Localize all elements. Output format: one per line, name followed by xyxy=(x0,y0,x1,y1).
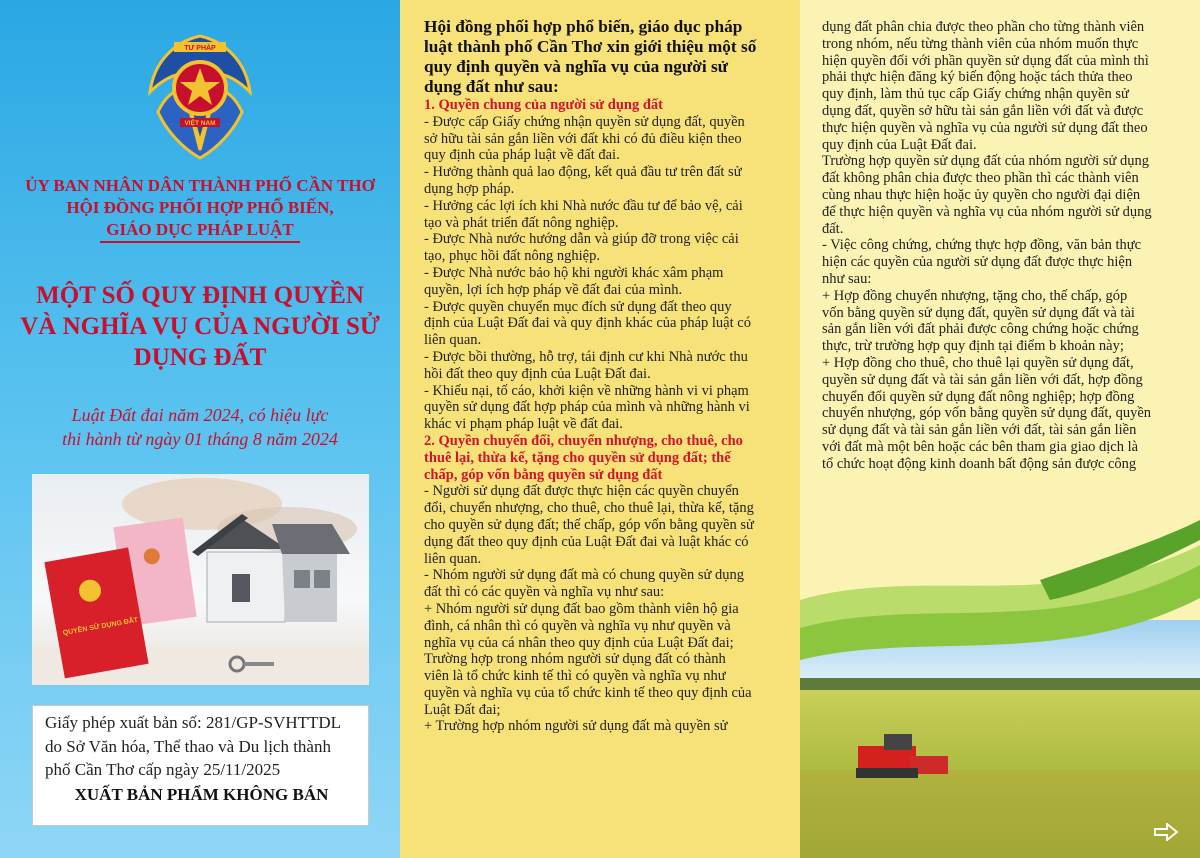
right-text-column xyxy=(822,19,1180,473)
license-line-2: do Sở Văn hóa, Thể thao và Du lịch thành xyxy=(45,737,331,756)
text-line: định của Luật Đất đai và quy định khác của pháp luật có xyxy=(424,315,751,332)
text-line: quy định, làm thủ tục cấp Giấy chứng nhận quyền sử xyxy=(822,86,1129,103)
license-box xyxy=(32,705,369,826)
text-line: - Người sử dụng đất được thực hiện các quyền chuyển xyxy=(424,483,739,500)
agency-line-3: GIÁO DỤC PHÁP LUẬT xyxy=(106,220,294,239)
text-line: khác vi phạm pháp luật về đất đai. xyxy=(424,416,623,433)
text-line: chuyển nhượng, góp vốn bằng quyền sử dụng đất, quyền xyxy=(822,405,1152,422)
text-line: Trường hợp quyền sử dụng đất của nhóm người sử dụng xyxy=(822,153,1149,170)
right-panel xyxy=(800,0,1200,858)
text-line: + Trường hợp nhóm người sử dụng đất mà quyền sử xyxy=(424,718,728,735)
text-line: + Hợp đồng chuyển nhượng, tặng cho, thế chấp, góp xyxy=(822,287,1128,304)
text-line: hiện các quyền của người sử dụng đất được thực hiện xyxy=(822,254,1133,271)
text-line: - Được bồi thường, hỗ trợ, tái định cư khi Nhà nước thu xyxy=(424,348,748,365)
house-certificate-image xyxy=(32,474,369,685)
text-line: tạo, phục hồi đất nông nghiệp. xyxy=(424,248,600,265)
text-line: - Được quyền chuyển mục đích sử dụng đất theo quy xyxy=(424,298,732,315)
justice-emblem-icon xyxy=(144,22,256,162)
text-line: quy định của pháp luật về đất đai. xyxy=(424,147,620,164)
text-line: quyền và nghĩa vụ của tổ chức kinh tế theo quy định của xyxy=(424,684,752,701)
text-line: quy định quyền và nghĩa vụ của người sử xyxy=(424,57,729,76)
text-line: Hội đồng phối hợp phổ biến, giáo dục pháp xyxy=(424,17,743,36)
text-line: liên quan. xyxy=(424,332,482,349)
text-line: - Hưởng các lợi ích khi Nhà nước đầu tư để bảo vệ, cải xyxy=(424,197,743,214)
text-line: - Việc công chứng, chứng thực hợp đồng, văn bản thực xyxy=(822,237,1142,254)
section-heading-2 xyxy=(424,433,779,483)
text-line: đất không phân chia được theo phần thì các thành viên xyxy=(822,170,1139,187)
document-title: MỘT SỐ QUY ĐỊNH QUYỀN VÀ NGHĨA VỤ CỦA NGƯỜI SỬ DỤNG ĐẤT xyxy=(20,282,380,371)
text-line: 2. Quyền chuyển đổi, chuyển nhượng, cho thuê, cho xyxy=(424,432,743,449)
text-line: sở hữu tài sản gắn liền với đất khi có đủ điều kiện theo xyxy=(424,130,742,147)
intro-paragraph xyxy=(424,17,779,97)
right-body xyxy=(822,19,1180,473)
text-line: tạo và phát triển đất nông nghiệp. xyxy=(424,214,619,231)
text-line: dụng đất, quyền sở hữu tài sản gắn liền với đất và được xyxy=(822,102,1144,119)
section-1-body xyxy=(424,114,779,433)
text-line: - Khiếu nại, tố cáo, khởi kiện về những hành vi vi phạm xyxy=(424,382,749,399)
text-line: dụng đất theo quy định của Luật Đất đai và luật khác có xyxy=(424,533,749,550)
text-line: viên là tổ chức kinh tế thì có quyền và nghĩa vụ như xyxy=(424,668,726,685)
text-line: cho quyền sử dụng đất; thế chấp, góp vốn bằng quyền sử xyxy=(424,516,754,533)
text-line: + Hợp đồng cho thuê, cho thuê lại quyền sử dụng đất, xyxy=(822,354,1134,371)
text-line: quyền sử dụng đất và tài sản gắn liền với đất, hợp đồng xyxy=(822,371,1143,388)
agency-line-2: HỘI ĐỒNG PHỐI HỢP PHỔ BIẾN, xyxy=(66,198,334,217)
text-line: quy định của Luật Đất đai. xyxy=(822,136,977,153)
text-line: đình, cá nhân thì có quyền và nghĩa vụ như quyền và xyxy=(424,617,731,634)
text-line: - Được Nhà nước hướng dẫn và giúp đỡ trong việc cải xyxy=(424,231,739,248)
text-line: liên quan. xyxy=(424,550,482,567)
law-effective-note: Luật Đất đai năm 2024, có hiệu lực thi hành từ ngày 01 tháng 8 năm 2024 xyxy=(62,405,338,449)
middle-text-column xyxy=(424,17,779,735)
not-for-sale-label: XUẤT BẢN PHẨM KHÔNG BÁN xyxy=(74,785,329,804)
svg-text:QUYỀN SỬ DỤNG ĐẤT: QUYỀN SỬ DỤNG ĐẤT xyxy=(62,616,139,637)
text-line: đất. xyxy=(822,220,844,237)
text-line: sản gắn liền với đất phải được công chứng hoặc chứng xyxy=(822,321,1139,338)
text-line: hiện quyền đối với phần quyền sử dụng đất của mình thì xyxy=(822,52,1149,69)
text-line: với đất mà một bên hoặc các bên tham gia giao dịch là xyxy=(822,438,1139,455)
text-line: chuyển đổi quyền sử dụng đất nông nghiệp; hợp đồng xyxy=(822,388,1135,405)
text-line: + Nhóm người sử dụng đất bao gồm thành viên hộ gia xyxy=(424,600,739,617)
text-line: đổi, chuyển nhượng, cho thuê, cho thuê lại, thừa kế, tặng xyxy=(424,500,754,517)
text-line: Luật Đất đai; xyxy=(424,701,501,718)
section-heading-1: 1. Quyền chung của người sử dụng đất xyxy=(424,97,663,113)
svg-text:VIỆT NAM: VIỆT NAM xyxy=(184,120,216,127)
svg-text:TƯ PHÁP: TƯ PHÁP xyxy=(184,45,216,52)
text-line: để thực hiện quyền và nghĩa vụ của nhóm người sử dụng xyxy=(822,203,1152,220)
text-line: - Nhóm người sử dụng đất mà có chung quyền sử dụng xyxy=(424,567,744,584)
text-line: trong nhóm, nếu từng thành viên của nhóm muốn thực xyxy=(822,35,1139,52)
section-2-body xyxy=(424,483,779,735)
next-page-arrow-icon[interactable] xyxy=(1154,823,1178,841)
license-line-1: Giấy phép xuất bản số: 281/GP-SVHTTDL xyxy=(45,713,342,732)
text-line: như sau: xyxy=(822,270,872,287)
license-line-3: phố Cần Thơ cấp ngày 25/11/2025 xyxy=(45,760,281,779)
text-line: cùng nhau thực hiện hoặc ủy quyền cho người đại diện xyxy=(822,186,1141,203)
text-line: thuê lại, thừa kế, tặng cho quyền sử dụng đất; thế xyxy=(424,449,731,466)
text-line: - Được cấp Giấy chứng nhận quyền sử dụng đất, quyền xyxy=(424,113,745,130)
text-line: Trường hợp trong nhóm người sử dụng đất có thành xyxy=(424,651,726,668)
text-line: dụng hợp pháp. xyxy=(424,180,515,197)
text-line: vốn bằng quyền sử dụng đất, quyền sử dụng đất và tài xyxy=(822,304,1135,321)
rice-field-image xyxy=(800,520,1200,858)
agency-line-1: ỦY BAN NHÂN DÂN THÀNH PHỐ CẦN THƠ xyxy=(25,176,375,195)
text-line: - Hưởng thành quả lao động, kết quả đầu tư trên đất sử xyxy=(424,164,742,181)
text-line: dụng đất như sau: xyxy=(424,77,559,96)
text-line: quyền sử dụng đất hợp pháp của mình và những hành vi xyxy=(424,399,750,416)
text-line: quyền, lợi ích hợp pháp về đất đai của mình. xyxy=(424,281,683,298)
text-line: nghĩa vụ của cá nhân theo quy định của Luật Đất đai; xyxy=(424,634,734,651)
text-line: thực, trừ trường hợp quy định tại điểm b khoản này; xyxy=(822,338,1124,355)
text-line: hồi đất theo quy định của Luật Đất đai. xyxy=(424,365,651,382)
text-line: - Được Nhà nước bảo hộ khi người khác xâm phạm xyxy=(424,264,724,281)
text-line: dụng đất phân chia được theo phần cho từng thành viên xyxy=(822,19,1145,35)
text-line: thực hiện quyền và nghĩa vụ của người sử dụng đất theo xyxy=(822,119,1148,136)
text-line: luật thành phố Cần Thơ xin giới thiệu một số xyxy=(424,37,757,56)
text-line: phải thực hiện đăng ký biến động hoặc tách thửa theo xyxy=(822,69,1133,86)
divider xyxy=(100,241,300,243)
text-line: sử dụng đất và tài sản gắn liền với đất, tài sản gắn liền xyxy=(822,422,1137,439)
middle-panel xyxy=(400,0,800,858)
text-line: đất thì có các quyền và nghĩa vụ như sau: xyxy=(424,584,665,601)
text-line: chấp, góp vốn bằng quyền sử dụng đất xyxy=(424,466,663,483)
left-panel xyxy=(0,0,400,858)
text-line: tổ chức hoạt động kinh doanh bất động sản được công xyxy=(822,455,1137,472)
